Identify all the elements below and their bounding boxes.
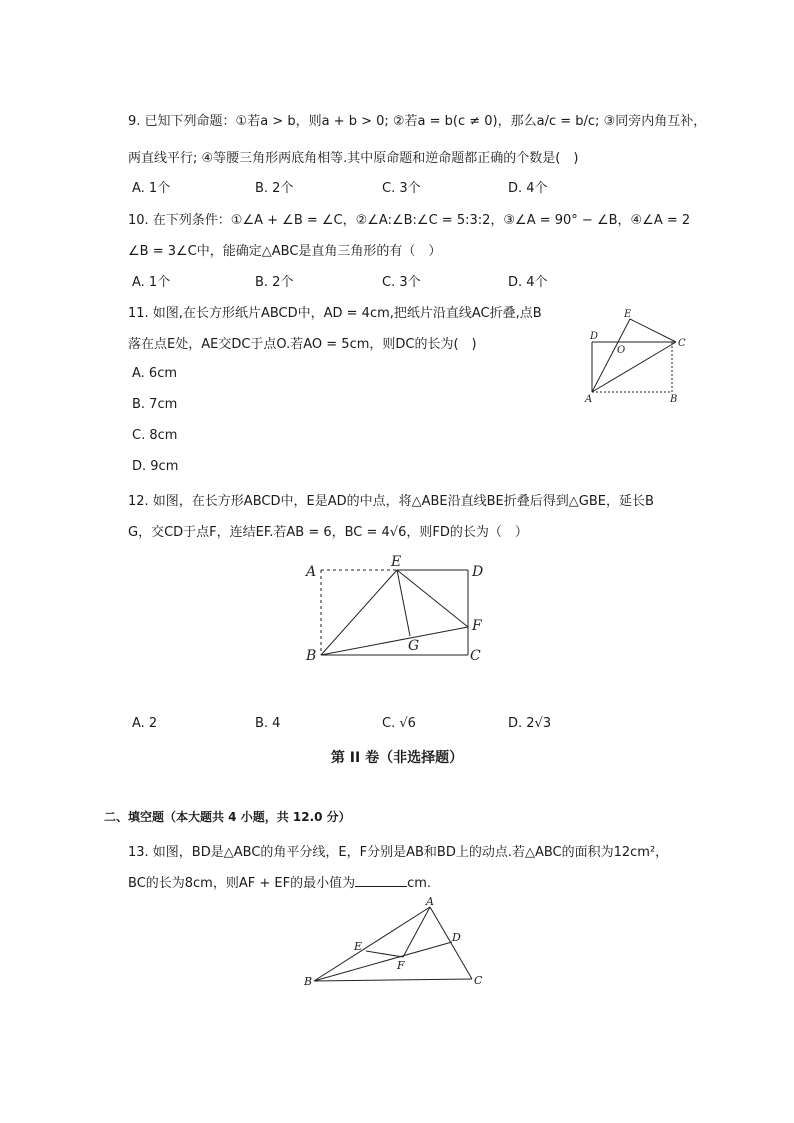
section2-heading: 二、填空题（本大题共 4 小题，共 12.0 分） <box>104 810 351 824</box>
q12-line2: G，交CD于点F，连结EF.若AB = 6，BC = 4√6，则FD的长为（ ） <box>128 525 528 540</box>
q11-line1: 11. 如图,在长方形纸片ABCD中，AD = 4cm,把纸片沿直线AC折叠,点B <box>128 306 542 321</box>
q13-answer-blank[interactable] <box>355 874 407 887</box>
q10-line2: ∠B = 3∠C中，能确定△ABC是直角三角形的有（ ） <box>128 244 442 259</box>
q9-option-a: A. 1个 <box>132 181 171 196</box>
q9-line1: 9. 已知下列命题：①若a > b，则a + b > 0; ②若a = b(c ≠ 0)，那么a/c = b/c; ③同旁内角互补， <box>128 114 707 129</box>
q11-figure <box>580 305 700 410</box>
q12-option-d: D. 2√3 <box>508 716 552 731</box>
q13-label-d: D <box>452 931 461 944</box>
q11-edge-ec <box>630 319 676 342</box>
q12-option-c: C. √6 <box>382 716 416 731</box>
q12-edge-eg <box>397 570 410 636</box>
q9-option-d: D. 4个 <box>508 181 548 196</box>
q11-label-c: C <box>678 338 686 349</box>
q13-edge-bc <box>314 979 472 981</box>
q9-option-c: C. 3个 <box>382 181 421 196</box>
q12-label-f: F <box>472 618 482 634</box>
q12-edge-ef <box>397 570 468 627</box>
q12-edge-bf <box>321 627 468 655</box>
q13-label-e: E <box>354 940 363 953</box>
q13-edge-ac <box>430 907 472 979</box>
q11-line2: 落在点E处，AE交DC于点O.若AO = 5cm，则DC的长为( ) <box>128 337 477 352</box>
q11-label-a: A <box>585 394 593 405</box>
q13-figure <box>300 895 490 995</box>
q11-label-e: E <box>624 309 632 320</box>
q13-edge-ba <box>314 907 430 981</box>
q12-label-c: C <box>470 648 481 664</box>
q11-option-c: C. 8cm <box>132 428 178 443</box>
q11-label-b: B <box>670 394 678 405</box>
q13-edge-ef <box>366 951 403 957</box>
q13-line2 <box>128 872 431 891</box>
q13-line2-unit: cm. <box>407 876 432 891</box>
q9-option-b: B. 2个 <box>255 181 294 196</box>
q12-line1: 12. 如图，在长方形ABCD中，E是AD的中点，将△ABE沿直线BE折叠后得到△GBE，延长B <box>128 494 654 509</box>
q10-option-c: C. 3个 <box>382 275 421 290</box>
q12-option-a: A. 2 <box>132 716 158 731</box>
q10-line1: 10. 在下列条件：①∠A + ∠B = ∠C，②∠A:∠B:∠C = 5:3:2，③∠A = 90° − ∠B，④∠A = 2 <box>128 213 691 228</box>
q13-edge-bd <box>314 942 452 981</box>
q11-option-d: D. 9cm <box>132 459 179 474</box>
q12-label-g: G <box>408 638 420 654</box>
q13-label-a: A <box>426 895 434 908</box>
q12-figure <box>300 550 500 665</box>
q13-label-c: C <box>474 974 483 987</box>
q11-label-d: D <box>590 331 599 342</box>
q11-option-a: A. 6cm <box>132 366 178 381</box>
q9-line2: 两直线平行; ④等腰三角形两底角相等.其中原命题和逆命题都正确的个数是( ) <box>128 151 579 166</box>
q11-option-b: B. 7cm <box>132 397 178 412</box>
part2-title: 第 II 卷（非选择题） <box>330 750 464 766</box>
q13-line1: 13. 如图，BD是△ABC的角平分线，E，F分别是AB和BD上的动点.若△ABC的面积为12cm²， <box>128 845 669 860</box>
q11-label-o: O <box>617 345 626 356</box>
q10-option-d: D. 4个 <box>508 275 548 290</box>
q10-option-b: B. 2个 <box>255 275 294 290</box>
q13-label-b: B <box>304 975 313 988</box>
q13-line2-text: BC的长为8cm，则AF + EF的最小值为 <box>128 876 356 891</box>
q12-label-e: E <box>391 554 402 570</box>
q12-label-d: D <box>472 564 484 580</box>
q12-label-b: B <box>306 648 317 664</box>
q13-label-f: F <box>397 959 405 972</box>
q12-label-a: A <box>306 564 317 580</box>
q10-option-a: A. 1个 <box>132 275 171 290</box>
q12-option-b: B. 4 <box>255 716 281 731</box>
